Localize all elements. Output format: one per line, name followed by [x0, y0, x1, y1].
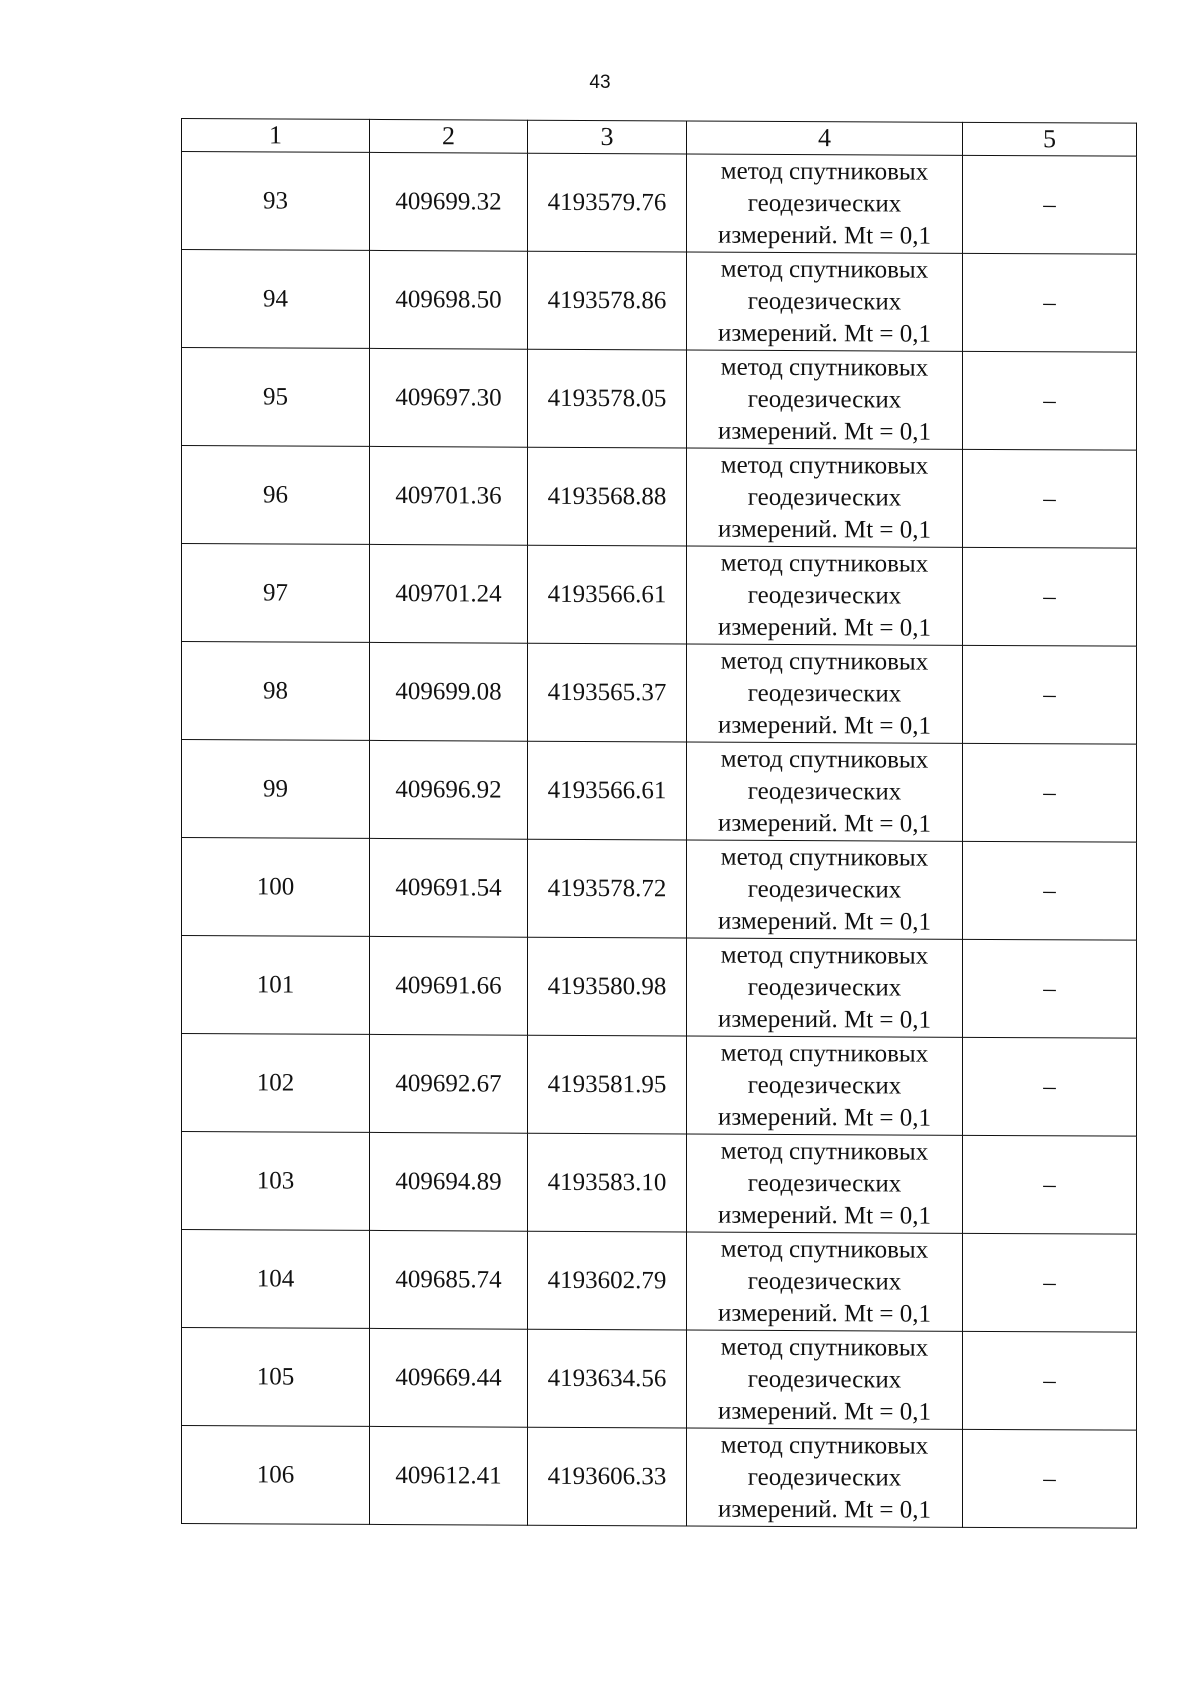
coordinate-y-cell: 4193566.61: [528, 545, 687, 644]
method-text-line: метод спутниковых: [720, 745, 929, 774]
column-header-1: 1: [182, 119, 370, 153]
method-text-line: измерений. Mt = 0,1: [717, 809, 932, 838]
coordinate-y-cell: 4193566.61: [528, 741, 687, 840]
coordinate-y-cell: 4193580.98: [528, 937, 687, 1036]
method-cell: [687, 938, 963, 1037]
method-text-line: геодезических: [747, 189, 902, 218]
point-number-cell: 105: [182, 1328, 370, 1427]
note-cell: –: [963, 841, 1137, 940]
method-cell: [687, 1134, 963, 1233]
coordinates-table: [181, 118, 1137, 1529]
point-number-cell: 101: [182, 936, 370, 1035]
note-cell: –: [963, 1331, 1137, 1430]
method-text-line: измерений. Mt = 0,1: [717, 319, 932, 348]
method-text-line: измерений. Mt = 0,1: [717, 417, 932, 446]
method-text-line: измерений. Mt = 0,1: [717, 1005, 932, 1034]
header-row: [182, 119, 1137, 157]
method-text-line: метод спутниковых: [720, 647, 929, 676]
coordinate-y-cell: 4193565.37: [528, 643, 687, 742]
method-text-line: метод спутниковых: [720, 451, 929, 480]
coordinate-x-cell: 409701.36: [370, 446, 528, 545]
coordinate-y-cell: 4193568.88: [528, 447, 687, 546]
coordinate-y-cell: 4193606.33: [528, 1427, 687, 1526]
point-number-cell: 106: [182, 1426, 370, 1525]
method-cell: [687, 546, 963, 645]
method-text-line: метод спутниковых: [720, 1333, 929, 1362]
point-number-cell: 97: [182, 544, 370, 643]
method-text-line: метод спутниковых: [720, 353, 929, 382]
coordinate-x-cell: 409701.24: [370, 544, 528, 643]
note-cell: –: [963, 743, 1137, 842]
method-text-line: метод спутниковых: [720, 255, 929, 284]
method-cell: [687, 1330, 963, 1429]
coordinate-x-cell: 409691.54: [370, 838, 528, 937]
coordinate-y-cell: 4193602.79: [528, 1231, 687, 1330]
method-cell: [687, 1428, 963, 1527]
method-cell: [687, 840, 963, 939]
method-text-line: геодезических: [747, 1267, 902, 1296]
method-text-line: геодезических: [747, 1169, 902, 1198]
coordinate-x-cell: 409697.30: [370, 348, 528, 447]
method-text-line: метод спутниковых: [720, 1235, 929, 1264]
method-cell: [687, 742, 963, 841]
coordinate-x-cell: 409685.74: [370, 1230, 528, 1329]
coordinate-y-cell: 4193578.05: [528, 349, 687, 448]
column-header-4: 4: [687, 121, 963, 155]
note-cell: –: [963, 547, 1137, 646]
column-header-5: 5: [963, 122, 1137, 156]
coordinate-x-cell: 409692.67: [370, 1034, 528, 1133]
coordinate-y-cell: 4193634.56: [528, 1329, 687, 1428]
method-text-line: геодезических: [747, 875, 902, 904]
note-cell: –: [963, 155, 1137, 254]
method-cell: [687, 448, 963, 547]
table-row: [182, 446, 1137, 549]
coordinate-y-cell: 4193581.95: [528, 1035, 687, 1134]
method-text-line: измерений. Mt = 0,1: [717, 221, 932, 250]
point-number-cell: 99: [182, 740, 370, 839]
coordinate-x-cell: 409699.32: [370, 152, 528, 251]
coordinate-y-cell: 4193578.72: [528, 839, 687, 938]
table-row: [182, 838, 1137, 941]
method-text-line: метод спутниковых: [720, 1039, 929, 1068]
note-cell: –: [963, 1037, 1137, 1136]
column-header-2: 2: [370, 119, 528, 153]
table-row: [182, 152, 1137, 255]
method-text-line: геодезических: [747, 1463, 902, 1492]
point-number-cell: 103: [182, 1132, 370, 1231]
point-number-cell: 98: [182, 642, 370, 741]
method-text-line: измерений. Mt = 0,1: [717, 1299, 932, 1328]
method-text-line: геодезических: [747, 973, 902, 1002]
note-cell: –: [963, 645, 1137, 744]
method-text-line: геодезических: [747, 777, 902, 806]
method-cell: [687, 644, 963, 743]
point-number-cell: 104: [182, 1230, 370, 1329]
method-text-line: метод спутниковых: [720, 549, 929, 578]
coordinate-x-cell: 409694.89: [370, 1132, 528, 1231]
note-cell: –: [963, 351, 1137, 450]
method-text-line: измерений. Mt = 0,1: [717, 711, 932, 740]
method-text-line: измерений. Mt = 0,1: [717, 1397, 932, 1426]
method-text-line: измерений. Mt = 0,1: [717, 515, 932, 544]
point-number-cell: 102: [182, 1034, 370, 1133]
note-cell: –: [963, 1233, 1137, 1332]
table-row: [182, 1230, 1137, 1333]
method-text-line: геодезических: [747, 287, 902, 316]
note-cell: –: [963, 449, 1137, 548]
coordinate-x-cell: 409669.44: [370, 1328, 528, 1427]
method-text-line: метод спутниковых: [720, 941, 929, 970]
method-text-line: геодезических: [747, 581, 902, 610]
table-row: [182, 1426, 1137, 1529]
method-text-line: геодезических: [747, 385, 902, 414]
method-text-line: метод спутниковых: [720, 1431, 929, 1460]
method-cell: [687, 1232, 963, 1331]
method-text-line: измерений. Mt = 0,1: [717, 907, 932, 936]
method-cell: [687, 252, 963, 351]
method-text-line: геодезических: [747, 1365, 902, 1394]
coordinate-y-cell: 4193578.86: [528, 251, 687, 350]
method-text-line: измерений. Mt = 0,1: [717, 1495, 932, 1524]
table-row: [182, 544, 1137, 647]
method-text-line: геодезических: [747, 679, 902, 708]
method-text-line: геодезических: [747, 483, 902, 512]
note-cell: –: [963, 939, 1137, 1038]
method-text-line: геодезических: [747, 1071, 902, 1100]
table-body: [182, 152, 1137, 1529]
table-row: [182, 1132, 1137, 1235]
method-cell: [687, 154, 963, 253]
note-cell: –: [963, 1429, 1137, 1528]
method-text-line: метод спутниковых: [720, 1137, 929, 1166]
column-header-3: 3: [528, 120, 687, 154]
table-header: [182, 119, 1137, 157]
point-number-cell: 95: [182, 348, 370, 447]
coordinate-x-cell: 409698.50: [370, 250, 528, 349]
point-number-cell: 93: [182, 152, 370, 251]
method-text-line: измерений. Mt = 0,1: [717, 1201, 932, 1230]
point-number-cell: 100: [182, 838, 370, 937]
method-text-line: измерений. Mt = 0,1: [717, 613, 932, 642]
coordinate-x-cell: 409696.92: [370, 740, 528, 839]
method-cell: [687, 1036, 963, 1135]
note-cell: –: [963, 1135, 1137, 1234]
method-text-line: метод спутниковых: [720, 157, 929, 186]
table-row: [182, 740, 1137, 843]
method-text-line: измерений. Mt = 0,1: [717, 1103, 932, 1132]
point-number-cell: 96: [182, 446, 370, 545]
method-cell: [687, 350, 963, 449]
coordinate-x-cell: 409691.66: [370, 936, 528, 1035]
table-row: [182, 1034, 1137, 1137]
table-row: [182, 642, 1137, 745]
coordinate-y-cell: 4193579.76: [528, 153, 687, 252]
point-number-cell: 94: [182, 250, 370, 349]
table-row: [182, 348, 1137, 451]
method-text-line: метод спутниковых: [720, 843, 929, 872]
table-row: [182, 250, 1137, 353]
coordinate-y-cell: 4193583.10: [528, 1133, 687, 1232]
coordinate-x-cell: 409699.08: [370, 642, 528, 741]
note-cell: –: [963, 253, 1137, 352]
table-row: [182, 936, 1137, 1039]
page-number: 43: [589, 72, 611, 93]
coordinate-x-cell: 409612.41: [370, 1426, 528, 1525]
table-row: [182, 1328, 1137, 1431]
